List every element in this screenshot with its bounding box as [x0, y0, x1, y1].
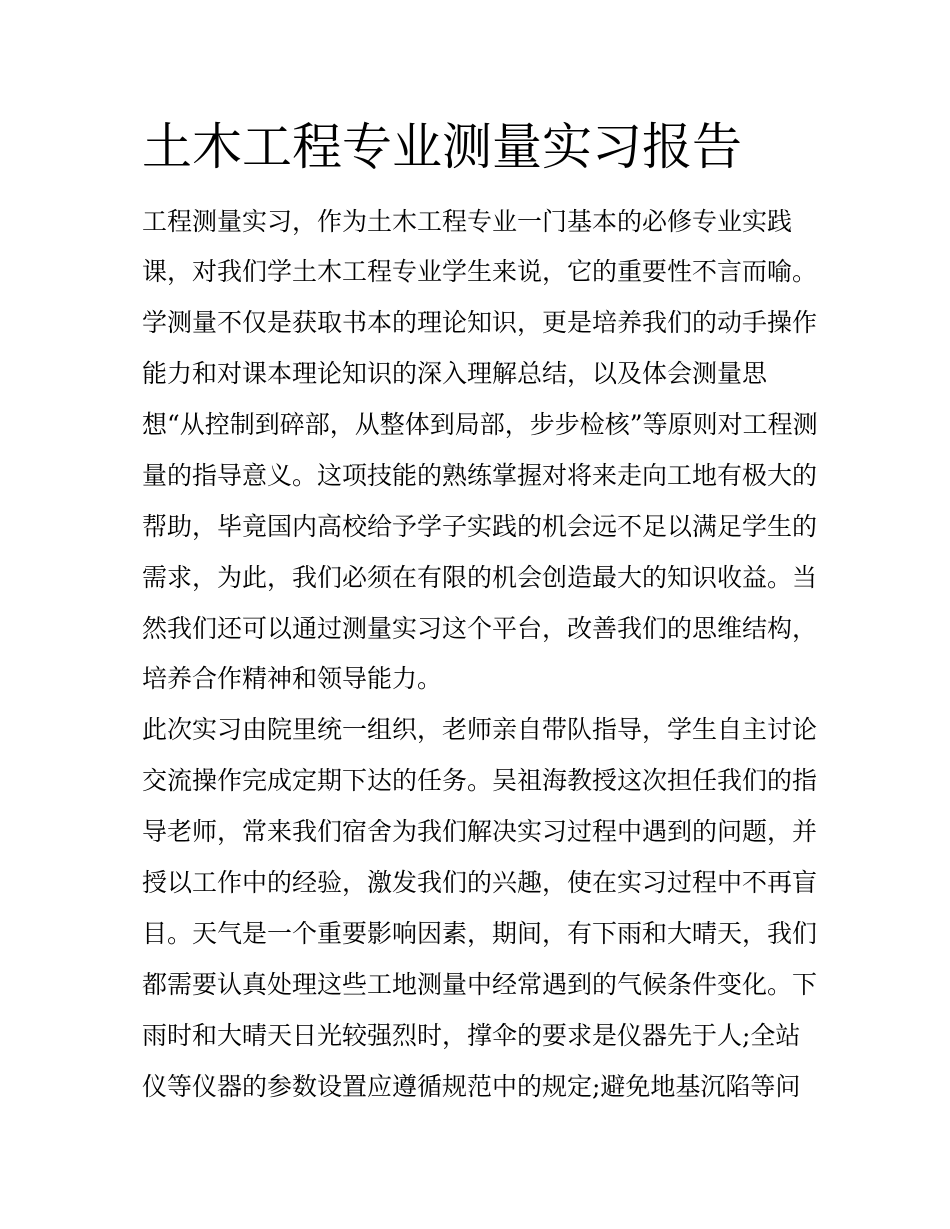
body-line: 此次实习由院里统一组织，老师亲自带队指导，学生自主讨论	[142, 715, 818, 744]
body-line: 量的指导意义。这项技能的熟练掌握对将来走向工地有极大的	[142, 461, 818, 490]
body-line: 导老师，常来我们宿舍为我们解决实习过程中遇到的问题，并	[142, 817, 818, 846]
body-line: 能力和对课本理论知识的深入理解总结，以及体会测量思	[142, 359, 768, 388]
body-line: 帮助，毕竟国内高校给予学子实践的机会远不足以满足学生的	[142, 512, 818, 541]
body-line: 授以工作中的经验，激发我们的兴趣，使在实习过程中不再盲	[142, 868, 818, 897]
body-line: 学测量不仅是获取书本的理论知识，更是培养我们的动手操作	[142, 308, 818, 337]
document-title: 土木工程专业测量实习报告	[142, 118, 742, 176]
body-line: 培养合作精神和领导能力。	[142, 664, 443, 693]
body-line: 都需要认真处理这些工地测量中经常遇到的气候条件变化。下	[142, 970, 818, 999]
body-line: 课，对我们学土木工程专业学生来说，它的重要性不言而喻。	[142, 257, 818, 286]
body-line: 需求，为此，我们必须在有限的机会创造最大的知识收益。当	[142, 563, 818, 592]
body-line: 雨时和大晴天日光较强烈时，撑伞的要求是仪器先于人;全站	[142, 1021, 801, 1050]
body-line: 工程测量实习，作为土木工程专业一门基本的必修专业实践	[142, 207, 793, 236]
body-line: 交流操作完成定期下达的任务。吴祖海教授这次担任我们的指	[142, 766, 818, 795]
body-line: 目。天气是一个重要影响因素，期间，有下雨和大晴天，我们	[142, 919, 818, 948]
body-line: 仪等仪器的参数设置应遵循规范中的规定;避免地基沉陷等问	[142, 1072, 801, 1101]
body-line: 然我们还可以通过测量实习这个平台，改善我们的思维结构，	[142, 614, 818, 643]
body-line: 想“从控制到碎部，从整体到局部，步步检核”等原则对工程测	[142, 410, 818, 439]
